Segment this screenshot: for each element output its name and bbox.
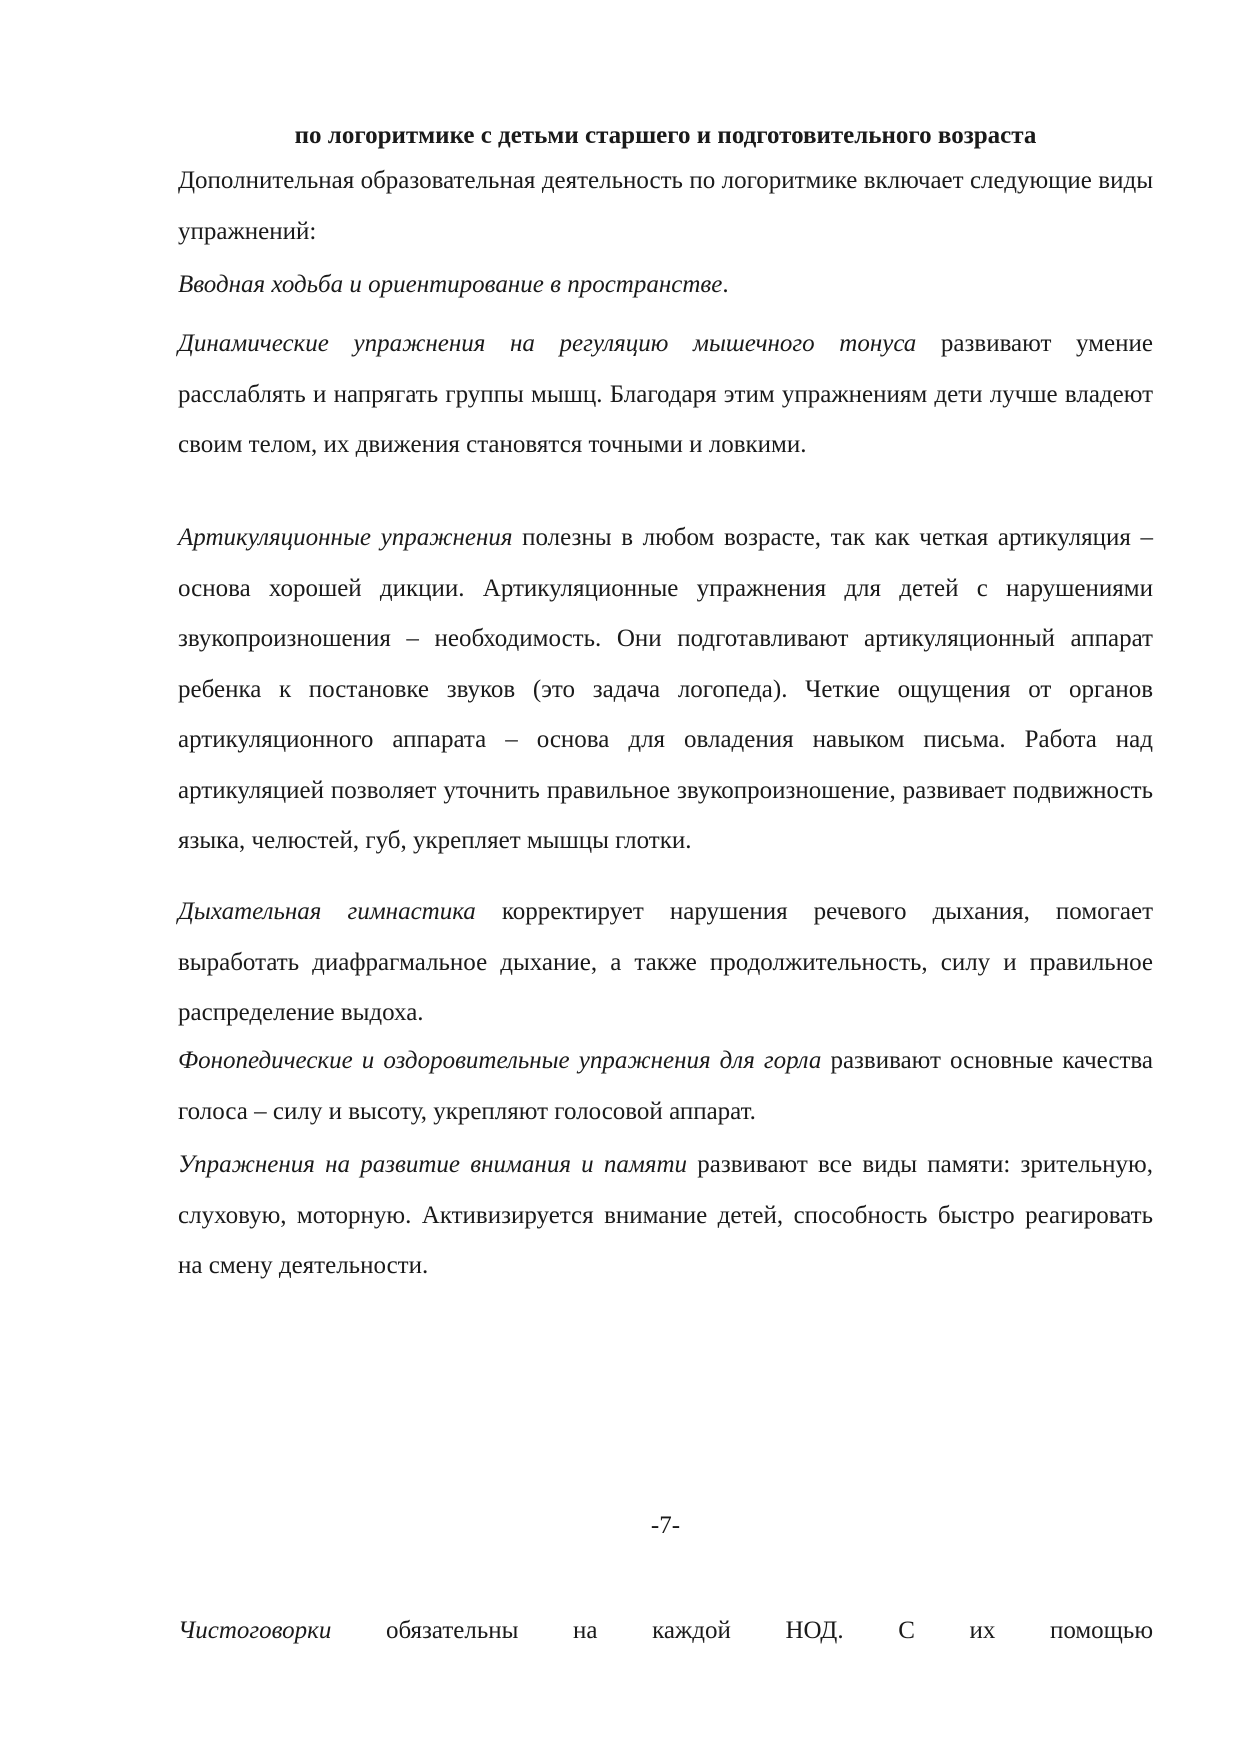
- section-phonopedic-exercises: [178, 1036, 1153, 1137]
- section-attention-memory: [178, 1140, 1153, 1292]
- section-lead: Дыхательная гимнастика: [178, 898, 476, 925]
- section-intro-walking: [178, 260, 1153, 311]
- section-text: развивают все виды памяти: зрительную, слуховую, моторную. Активизируется внимание детей, способность быстро реагировать на смену деятельности.: [178, 1151, 1153, 1279]
- section-lead: Динамические упражнения на регуляцию мышечного тонуса: [178, 330, 917, 357]
- section-breathing-gymnastics: [178, 887, 1153, 1039]
- section-text: полезны в любом возрасте, так как четкая артикуляция – основа хорошей дикции. Артикуляционные упражнения для детей с нарушениями звукопроизношения – необходимость. Они подготавливают артикуляционный аппарат ребенка к постановке звуков (это задача логопеда). Четкие ощущения от органов артикуляционного аппарата – основа для овладения навыком письма. Работа над артикуляцией позволяет уточнить правильное звукопроизношение, развивает подвижность языка, челюстей, губ, укрепляет мышцы глотки.: [178, 524, 1153, 854]
- section-lead: Упражнения на развитие внимания и памяти: [178, 1151, 688, 1178]
- section-dynamic-exercises: [178, 319, 1153, 471]
- section-lead: Чистоговорки: [178, 1617, 332, 1644]
- section-lead: Фонопедические и оздоровительные упражнения для горла: [178, 1047, 822, 1074]
- intro-paragraph: Дополнительная образовательная деятельность по логоритмике включает следующие виды упражнений:: [178, 167, 1153, 245]
- page-number: -7-: [650, 1512, 681, 1539]
- section-lead: Артикуляционные упражнения: [178, 524, 513, 551]
- section-text: развивают умение расслаблять и напрягать группы мышц. Благодаря этим упражнениям дети лучше владеют своим телом, их движения становятся точными и ловкими.: [178, 330, 1153, 458]
- section-text: развивают основные качества голоса – силу и высоту, укрепляют голосовой аппарат.: [178, 1047, 1153, 1125]
- page-title: по логоритмике с детьми старшего и подготовительного возраста: [294, 122, 1037, 149]
- section-text: обязательны на каждой НОД. С их помощью: [331, 1617, 1153, 1644]
- section-text: корректирует нарушения речевого дыхания, помогает выработать диафрагмальное дыхание, а также продолжительность, силу и правильное распределение выдоха.: [178, 898, 1154, 1026]
- section-lead: Вводная ходьба и ориентирование в пространстве: [178, 271, 723, 298]
- section-articulation-exercises: [178, 513, 1153, 867]
- section-text: .: [722, 271, 729, 298]
- section-tongue-twisters: [178, 1606, 1153, 1657]
